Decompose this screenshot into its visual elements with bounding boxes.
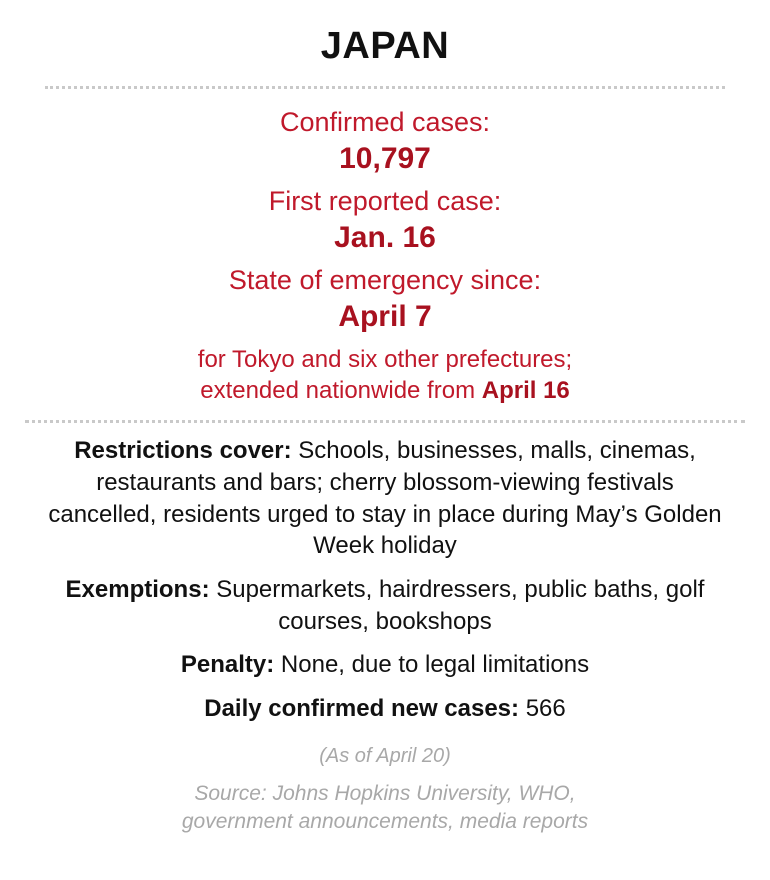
as-of-note: (As of April 20) bbox=[319, 744, 451, 767]
restrictions-text: Schools, businesses, malls, cinemas, restaurants and bars; cherry blossom-viewing festivals cancelled, residents urged to stay in place during May’s Golden Week holiday bbox=[48, 437, 722, 560]
stats-section bbox=[24, 99, 746, 407]
emergency-note-line1: for Tokyo and six other prefectures; bbox=[197, 345, 573, 373]
penalty-block bbox=[24, 649, 746, 681]
confirmed-cases-label: Confirmed cases: bbox=[279, 106, 491, 137]
emergency-note-line2-highlight: April 16 bbox=[481, 377, 570, 405]
emergency-note bbox=[24, 344, 746, 406]
confirmed-cases-value: 10,797 bbox=[339, 142, 431, 176]
restrictions-block bbox=[24, 435, 746, 562]
first-case-label: First reported case: bbox=[268, 185, 502, 216]
exemptions-label: Exemptions: bbox=[65, 576, 210, 603]
emergency-label: State of emergency since: bbox=[228, 264, 542, 295]
page-title: JAPAN bbox=[320, 25, 450, 67]
daily-cases-text: 566 bbox=[519, 695, 566, 723]
daily-cases-block bbox=[24, 693, 746, 725]
exemptions-block bbox=[24, 574, 746, 637]
first-case-value: Jan. 16 bbox=[334, 221, 436, 255]
source-note bbox=[92, 780, 678, 837]
penalty-text: None, due to legal limitations bbox=[274, 651, 590, 679]
source-line1: Source: Johns Hopkins University, WHO, bbox=[194, 781, 576, 805]
details-section bbox=[24, 435, 746, 736]
divider-middle bbox=[25, 420, 745, 423]
exemptions-text: Supermarkets, hairdressers, public baths, golf courses, bookshops bbox=[209, 576, 705, 635]
source-line2: government announcements, media reports bbox=[181, 810, 589, 834]
daily-cases-label: Daily confirmed new cases: bbox=[204, 695, 520, 723]
emergency-note-line2-prefix: extended nationwide from bbox=[200, 377, 482, 405]
emergency-value: April 7 bbox=[338, 300, 432, 334]
penalty-label: Penalty: bbox=[180, 651, 275, 679]
restrictions-label: Restrictions cover: bbox=[74, 437, 292, 465]
divider-top bbox=[45, 86, 725, 89]
